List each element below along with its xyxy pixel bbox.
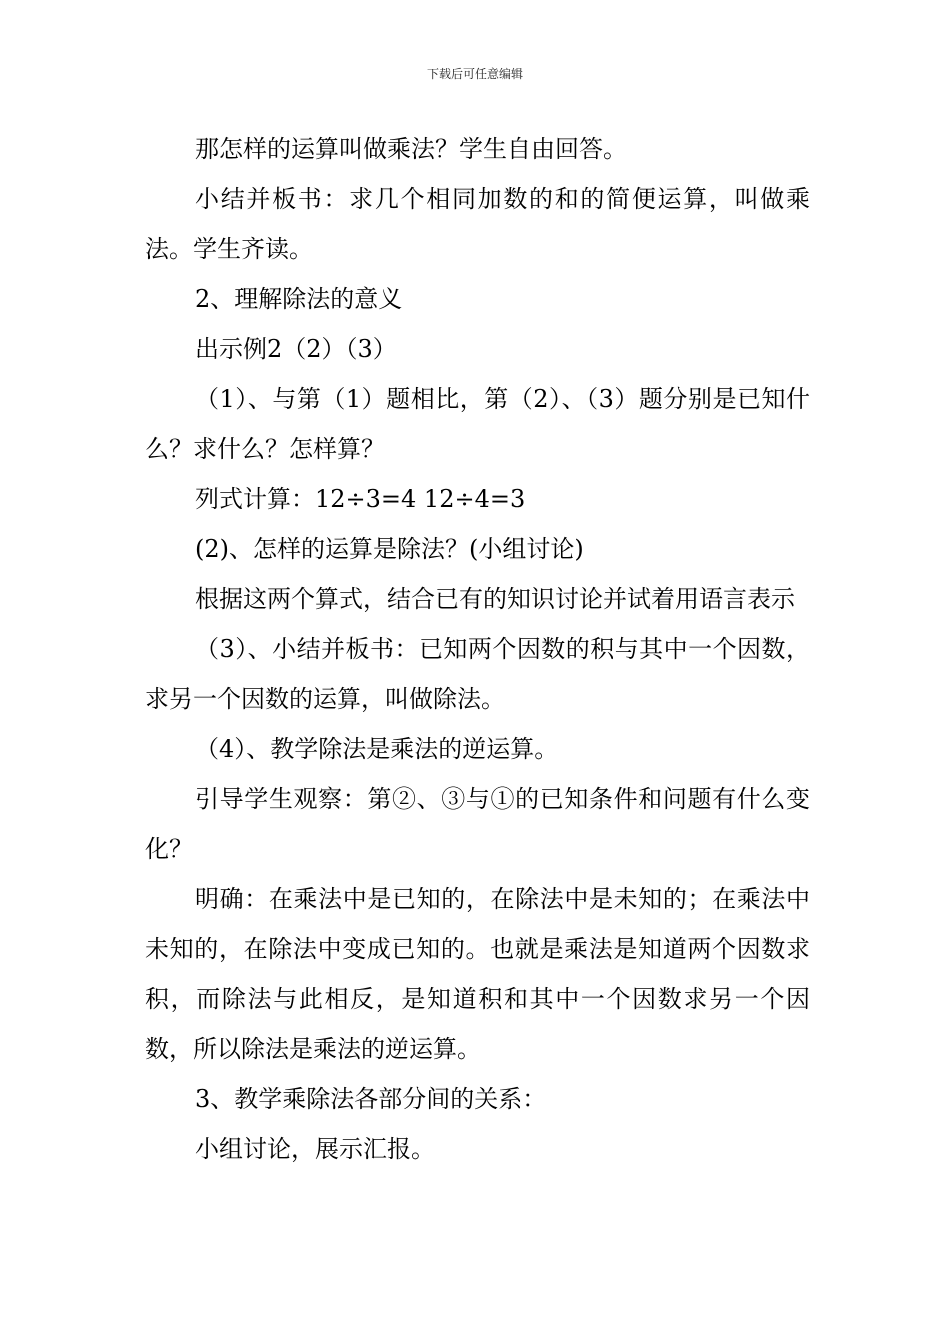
paragraph-multiplication-summary: 小结并板书：求几个相同加数的和的简便运算，叫做乘法。学生齐读。 xyxy=(145,185,810,263)
paragraph-clarify: 明确：在乘法中是已知的，在除法中是未知的；在乘法中未知的，在除法中变成已知的。也就是乘法是知道两个因数求积，而除法与此相反，是知道积和其中一个因数求另一个因数，所以除法是乘法的逆运算。 xyxy=(145,885,810,1063)
page-header: 下载后可任意编辑 xyxy=(426,67,523,81)
paragraph-observe: 引导学生观察：第②、③与①的已知条件和问题有什么变化？ xyxy=(145,785,810,863)
paragraph-language-expression: 根据这两个算式，结合已有的知识讨论并试着用语言表示 xyxy=(195,585,795,613)
paragraph-multiplication-question: 那怎样的运算叫做乘法？学生自由回答。 xyxy=(195,135,627,163)
document-body xyxy=(145,124,810,1174)
paragraph-example: 出示例2（2）（3） xyxy=(195,335,397,363)
paragraph-inverse-operation: （4）、教学除法是乘法的逆运算。 xyxy=(195,735,559,763)
paragraph-division-summary: （3）、小结并板书：已知两个因数的积与其中一个因数，求另一个因数的运算，叫做除法。 xyxy=(145,635,810,713)
paragraph-division-heading: 2、理解除法的意义 xyxy=(195,285,403,313)
paragraph-compare-question: （1）、与第（1）题相比，第（2）、（3）题分别是已知什么？求什么？怎样算？ xyxy=(145,385,810,463)
paragraph-group-report: 小组讨论，展示汇报。 xyxy=(195,1135,435,1163)
paragraph-calculation: 列式计算：12÷3=4 12÷4=3 xyxy=(195,485,526,513)
paragraph-division-discussion: (2)、怎样的运算是除法？(小组讨论) xyxy=(195,535,584,563)
paragraph-relationship-heading: 3、教学乘除法各部分间的关系： xyxy=(195,1085,547,1113)
